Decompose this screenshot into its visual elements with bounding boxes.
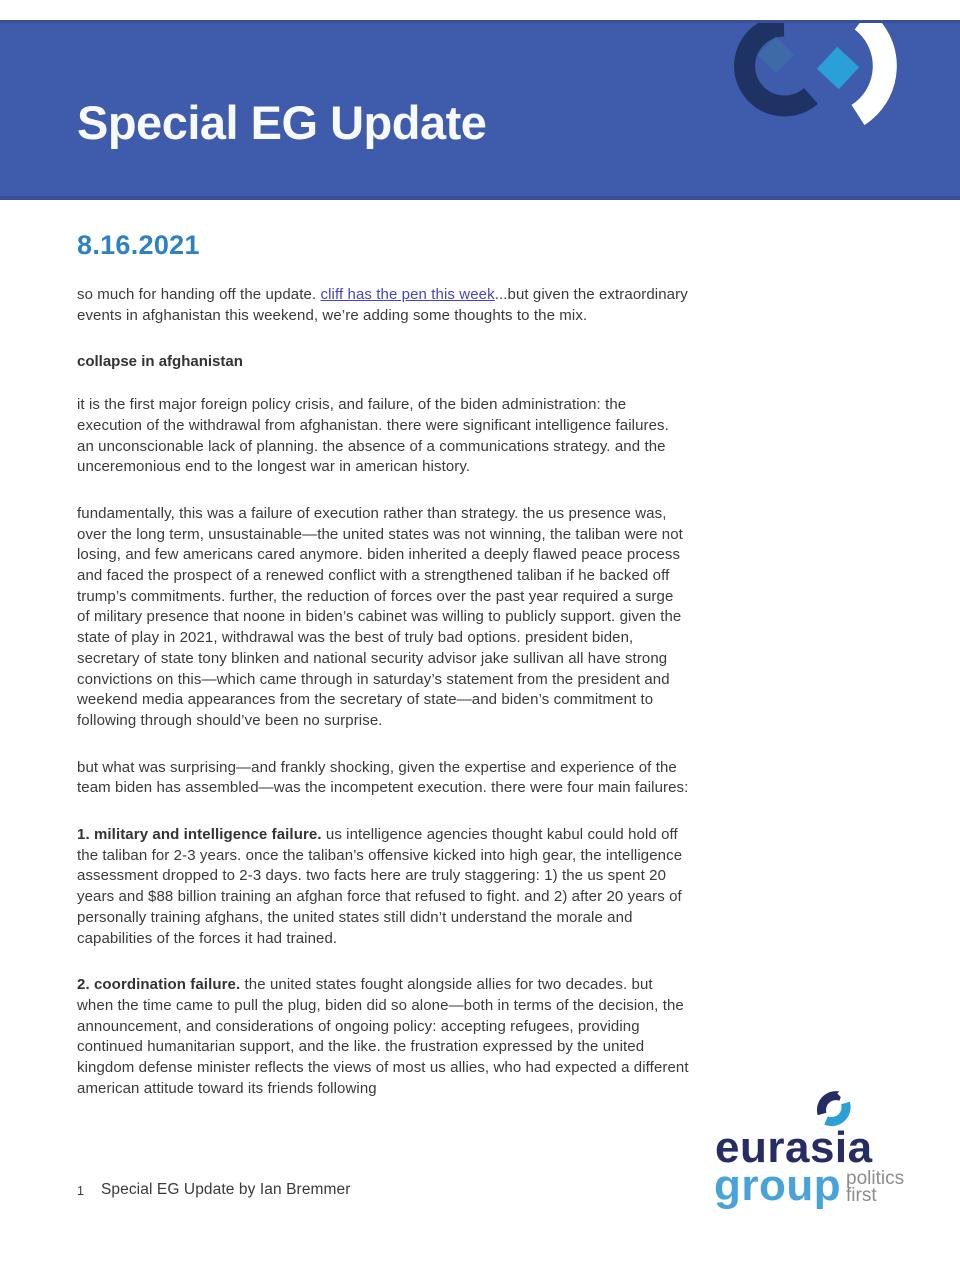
header-banner	[0, 20, 960, 200]
section-heading: collapse in afghanistan	[77, 353, 243, 371]
paragraph-fundamentally: fundamentally, this was a failure of execution rather than strategy. the us presence was, over the long term, unsustainable—the united states was not winning, the taliban were not losing, and few americans cared anymore. biden inherited a deeply flawed peace process and faced the prospect of a renewed conflict with a strengthened taliban if he backed off trump’s commitments. further, the reduction of forces over the past year required a surge of military presence that noone in biden’s cabinet was willing to publicly support. given the state of play in 2021, withdrawal was the best of truly bad options. president biden, secretary of state tony blinken and national security advisor jake sullivan all have strong convictions on this—which came through in saturday’s statement from the president and weekend media appearances from the secretary of state—and biden’s commitment to following through should’ve been no surprise.	[77, 504, 683, 729]
failure-2-text: the united states fought alongside allies for two decades. but when the time came to pull the plug, biden did so alone—both in terms of the decision, the announcement, and considerations of ongoing policy: accepting refugees, providing continued humanitarian support, and the like. the frustration expressed by the united kingdom defense minister reflects the views of most us allies, who had expected a different american attitude toward its friends following	[77, 976, 689, 1097]
intro-text-after-link: ...but given the extraordinary events in afghanistan this weekend, we’re adding some thoughts to the mix.	[77, 286, 688, 324]
article-date: 8.16.2021	[77, 230, 200, 260]
cliff-has-the-pen-link[interactable]: cliff has the pen this week	[320, 286, 495, 303]
eurasia-emblem-icon	[723, 23, 903, 137]
brand-word-group: group	[714, 1161, 842, 1210]
page-number: 1	[77, 1184, 84, 1198]
brand-tagline-politics: politics	[846, 1168, 905, 1189]
brand-tagline	[846, 1170, 904, 1204]
failure-1-text: us intelligence agencies thought kabul could hold off the taliban for 2-3 years. once the taliban’s offensive kicked into high gear, the intelligence assessment dropped to 2-3 days. two facts here are truly staggering: 1) the us spent 20 years and $88 billion training an afghan force that refused to fight. and 2) after 20 years of personally training afghans, the united states still didn’t understand the morale and capabilities of the forces it had trained.	[77, 826, 683, 947]
paragraph-failure-1	[77, 825, 689, 949]
page-footer	[77, 1181, 351, 1199]
article	[77, 230, 689, 1126]
paragraph-surprising: but what was surprising—and frankly shocking, given the expertise and experience of the team biden has assembled—was the incompetent execution. there were four main failures:	[77, 758, 689, 797]
intro-paragraph	[77, 285, 689, 326]
paragraph-failure-2	[77, 975, 689, 1099]
failure-1-lead: 1. military and intelligence failure.	[77, 826, 322, 844]
page-title: Special EG Update	[77, 96, 487, 149]
intro-text-before-link: so much for handing off the update.	[77, 286, 321, 303]
footer-title: Special EG Update by Ian Bremmer	[100, 1181, 351, 1198]
eurasia-group-logo	[713, 1086, 935, 1216]
paragraph-crisis: it is the first major foreign policy crisis, and failure, of the biden administration: the execution of the withdrawal from afghanistan. there were significant intelligence failures. an unconscionable lack of planning. the absence of a communications strategy. and the unceremonious end to the longest war in american history.	[77, 396, 669, 476]
failure-2-lead: 2. coordination failure.	[77, 976, 241, 994]
brand-word-eurasia: eurasia	[715, 1123, 873, 1172]
brand-tagline-first: first	[846, 1185, 877, 1206]
